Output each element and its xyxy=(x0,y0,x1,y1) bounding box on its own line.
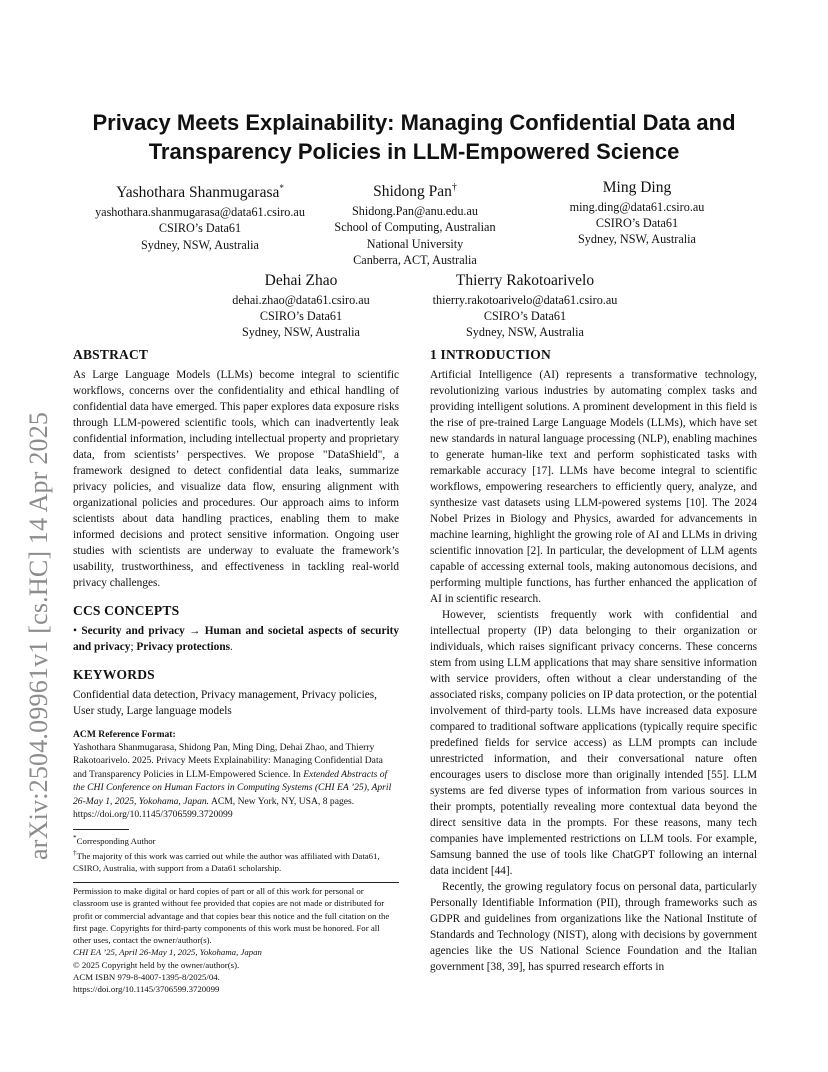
author-email[interactable]: ming.ding@data61.csiro.au xyxy=(569,200,705,214)
permission-copyright: © 2025 Copyright held by the owner/author(s). xyxy=(73,959,240,970)
author-affiliation: CSIRO’s Data61 xyxy=(158,221,242,236)
author-email[interactable]: yashothara.shanmugarasa@data61.csiro.au xyxy=(95,205,305,220)
author-name: Ming Ding xyxy=(602,179,672,196)
author-affiliation: CSIRO’s Data61 xyxy=(595,216,679,231)
author-location: Sydney, NSW, Australia xyxy=(466,325,584,340)
introduction-heading: 1 INTRODUCTION xyxy=(430,347,551,362)
author-block xyxy=(85,178,315,253)
title-line-2: Transparency Policies in LLM-Empowered Science xyxy=(148,139,680,164)
right-column xyxy=(430,346,757,975)
title-line-1: Privacy Meets Explainability: Managing Confidential Data and xyxy=(92,110,736,135)
keywords-text: Confidential data detection, Privacy management, Privacy policies, User study, Large language models xyxy=(73,689,377,717)
permission-isbn: ACM ISBN 979-8-4007-1395-8/2025/04. xyxy=(73,971,220,982)
author-location: Sydney, NSW, Australia xyxy=(141,237,259,252)
footnote-rule xyxy=(73,829,129,830)
author-block xyxy=(315,178,515,268)
permission-notice: Permission to make digital or hard copies of part or all of this work for personal or classroom use is granted without fee provided that copies are not made or distributed for profit or commercial advantage and that copies bear this notice and the full citation on the first page. Copyrights for third-party components of this work must be honored. For all other uses, contact the owner/author(s). xyxy=(73,886,390,946)
author-location: Canberra, ACT, Australia xyxy=(353,252,477,267)
abstract-text: As Large Language Models (LLMs) become integral to scientific workflows, concerns over the confidentiality and ethical handling of confidential data have emerged. This paper explores data exposure risks through LLM-powered scientific tools, which can inadvertently leak confidential information, including intellectual property and proprietary data, from scientists’ perspectives. We propose "DataShield", a framework designed to detect confidential data leaks, summarize privacy policies, and visualize data flow, ensuring alignment with organizational policies and procedures. Our approach aims to inform scientists about data handling practices, enabling them to make informed decisions and protect sensitive information. Ongoing user studies with scientists are underway to evaluate the framework’s usability, trustworthiness, and effectiveness in tackling real-world privacy challenges. xyxy=(73,369,399,589)
left-column xyxy=(73,346,399,995)
author-name: Thierry Rakotoarivelo xyxy=(455,272,595,289)
author-location: Sydney, NSW, Australia xyxy=(242,325,360,340)
author-affiliation: CSIRO’s Data61 xyxy=(483,309,567,324)
acm-reference-text: Yashothara Shanmugarasa, Shidong Pan, Ming Ding, Dehai Zhao, and Thierry Rakotoarivelo. 2025. Privacy Meets Explainability: Managing Confidential Data and Transparency Policies in LLM-Empowered Science. In Extended Abstracts of the CHI Conference on Human Factors in Computing Systems (CHI EA ’25), April 26-May 1, 2025, Yokohama, Japan. ACM, New York, NY, USA, 8 pages. https://doi.org/10.1145/3706599.3720099 xyxy=(73,742,392,821)
ccs-heading: CCS CONCEPTS xyxy=(73,603,180,618)
author-location: Sydney, NSW, Australia xyxy=(578,232,696,247)
acm-reference-heading: ACM Reference Format: xyxy=(73,729,176,740)
author-name: Shidong Pan† xyxy=(373,182,457,201)
introduction-paragraph-2: However, scientists frequently work with confidential and intellectual property (IP) data belonging to their organization or individuals, which raises significant privacy concerns. These concerns stem from using LLM applications that may share sensitive information with service providers, often without a clear understanding of the associated risks, company policies on IP data protection, or the potential involvement of third-party tools. LLMs have increased data exposure compared to traditional software applications (typically require specific predefined fields for service access) as LLM prompts can include unrestricted information, and their conversational nature often encourages users to disclose more than originally intended [55]. LLM systems are fed diverse types of information from various sources in their prompts, potentially revealing more contextual data beyond the direct sensitive data in the prompts. For these reasons, many tech companies have implemented restrictions on LLM tools. For example, Samsung banned the use of tools like ChatGPT following an internal data incident [44]. xyxy=(430,609,757,877)
paper-title xyxy=(70,108,758,166)
arxiv-identifier: arXiv:2504.09961v1 [cs.HC] 14 Apr 2025 xyxy=(24,411,53,860)
author-email[interactable]: thierry.rakotoarivelo@data61.csiro.au xyxy=(432,293,618,307)
author-block xyxy=(201,271,401,341)
author-email[interactable]: Shidong.Pan@anu.edu.au xyxy=(352,204,478,219)
permission-venue: CHI EA ’25, April 26-May 1, 2025, Yokohama, Japan xyxy=(73,947,262,958)
permission-rule xyxy=(73,882,399,883)
author-name: Yashothara Shanmugarasa* xyxy=(116,183,284,202)
abstract-heading: ABSTRACT xyxy=(73,347,149,362)
footnote-corresponding: *Corresponding Author xyxy=(73,833,156,847)
keywords-heading: KEYWORDS xyxy=(73,667,155,682)
footnote-affiliation: †The majority of this work was carried out while the author was affiliated with Data61, CSIRO, Australia, with support from a Data61 scholarship. xyxy=(73,848,380,874)
permission-doi-link[interactable]: https://doi.org/10.1145/3706599.3720099 xyxy=(73,983,220,994)
author-affiliation: National University xyxy=(366,236,464,251)
author-name: Dehai Zhao xyxy=(264,272,338,289)
introduction-paragraph-3: Recently, the growing regulatory focus on personal data, particularly Personally Identifiable Information (PII), through frameworks such as GDPR and guidelines from organizations like the National Institute of Standards and Technology (NIST), along with decisions by government agencies like the US National Science Foundation and the Italian government [38, 39], has spurred research efforts in xyxy=(430,881,757,973)
author-affiliation: School of Computing, Australian xyxy=(334,220,496,235)
author-block xyxy=(410,271,640,341)
introduction-paragraph-1: Artificial Intelligence (AI) represents a transformative technology, revolutionizing various industries by automating complex tasks and providing intelligent solutions. A prominent development in this field is the rise of pre-trained Large Language Models (LLMs), which have set new standards in natural language processing (NLP), enabling machines to generate human-like text and perform sophisticated tasks with remarkable accuracy [17]. LLMs have become integral to scientific workflows, empowering researchers to efficiently query, analyze, and synthesize vast datasets using LLM-powered systems [10]. The 2024 Nobel Prizes in Biology and Physics, awarded for advancements in machine learning, highlight the growing role of AI and LLMs in driving scientific innovation [2]. In particular, the development of LLM agents capable of accessing external tools, making autonomous decisions, and performing multiple functions, has further enhanced the application of AI in scientific research. xyxy=(430,369,757,605)
author-affiliation: CSIRO’s Data61 xyxy=(259,309,343,324)
author-block xyxy=(537,178,737,248)
author-email[interactable]: dehai.zhao@data61.csiro.au xyxy=(232,293,370,307)
ccs-concepts: • Security and privacy → Human and societal aspects of security and privacy; Privacy protections. xyxy=(73,625,400,653)
